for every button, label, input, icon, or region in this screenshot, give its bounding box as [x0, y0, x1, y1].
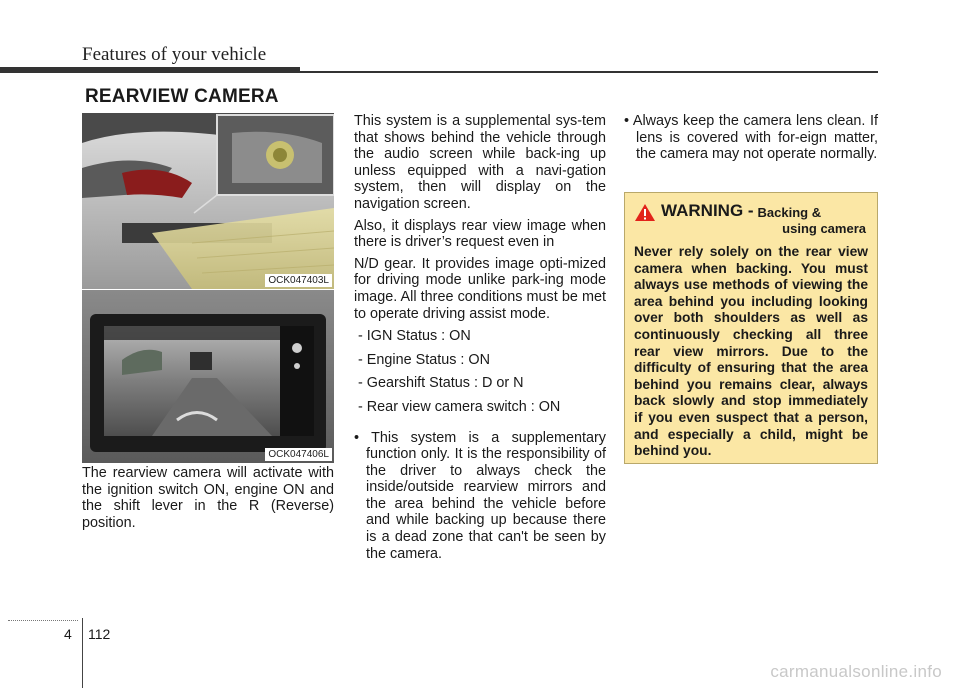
- condition-ign: - IGN Status : ON: [358, 328, 471, 345]
- warning-box: [624, 192, 878, 464]
- paragraph-1: This system is a supplemental sys-tem that shows behind the vehicle through the audio screen while back-ing up unless equipped with a navi-gation system, then will display on the navigation screen.: [354, 113, 606, 212]
- footer-divider: [82, 618, 83, 688]
- watermark: carmanualsonline.info: [770, 662, 942, 681]
- warning-subtitle-2: using camera: [782, 221, 866, 236]
- column-1: [82, 465, 334, 536]
- bullet-lens: • Always keep the camera lens clean. If lens is covered with for-eign matter, the camera may not operate normally.: [624, 113, 878, 163]
- warning-triangle-icon: [634, 203, 656, 222]
- paragraph-3: N/D gear. It provides image opti-mized for driving mode unlike park-ing mode image. All three conditions must be met to operate driving assist mode.: [354, 255, 606, 322]
- condition-camera-switch: - Rear view camera switch : ON: [358, 398, 561, 415]
- column-3: [624, 113, 878, 168]
- warning-label: WARNING -: [661, 201, 754, 220]
- bullet-supplementary: • This system is a supplementary function only. It is the responsibility of the driver to always check the inside/outside rearview mirrors and the area behind the vehicle before and while backing up because there is a dead zone that can't be seen by the camera.: [354, 429, 606, 562]
- rear-car-image: [82, 113, 334, 289]
- intro-paragraph: The rearview camera will activate with the ignition switch ON, engine ON and the shift lever in the R (Reverse) position.: [82, 465, 334, 531]
- header-title: Features of your vehicle: [82, 44, 267, 65]
- column-2: [354, 113, 606, 567]
- paragraph-2: Also, it displays rear view image when there is driver’s request even in: [354, 217, 606, 251]
- section-title: REARVIEW CAMERA: [85, 86, 279, 107]
- page-number: 112: [88, 626, 111, 642]
- chapter-number: 4: [64, 626, 72, 642]
- warning-text: Never rely solely on the rear view camera when backing. You must always use methods of viewing the area behind you including looking over both shoulders as well as continuously checking all three rear view mirrors. Due to the difficulty of ensuring that the area behind you remains clear, always back slowly and stop immediately if you even suspect that a person, and especially a child, might be behind you.: [634, 244, 868, 459]
- camera-display-image: [82, 290, 334, 463]
- warning-subtitle-1: Backing &: [757, 205, 822, 220]
- image-code-bottom: OCK047406L: [265, 448, 332, 461]
- header-bar: [0, 67, 300, 73]
- image-code-top: OCK047403L: [265, 274, 332, 287]
- warning-header: [634, 201, 868, 222]
- condition-gearshift: - Gearshift Status : D or N: [358, 375, 524, 392]
- header-rule: [300, 71, 878, 73]
- condition-engine: - Engine Status : ON: [358, 351, 490, 368]
- footer-dots: [8, 620, 78, 621]
